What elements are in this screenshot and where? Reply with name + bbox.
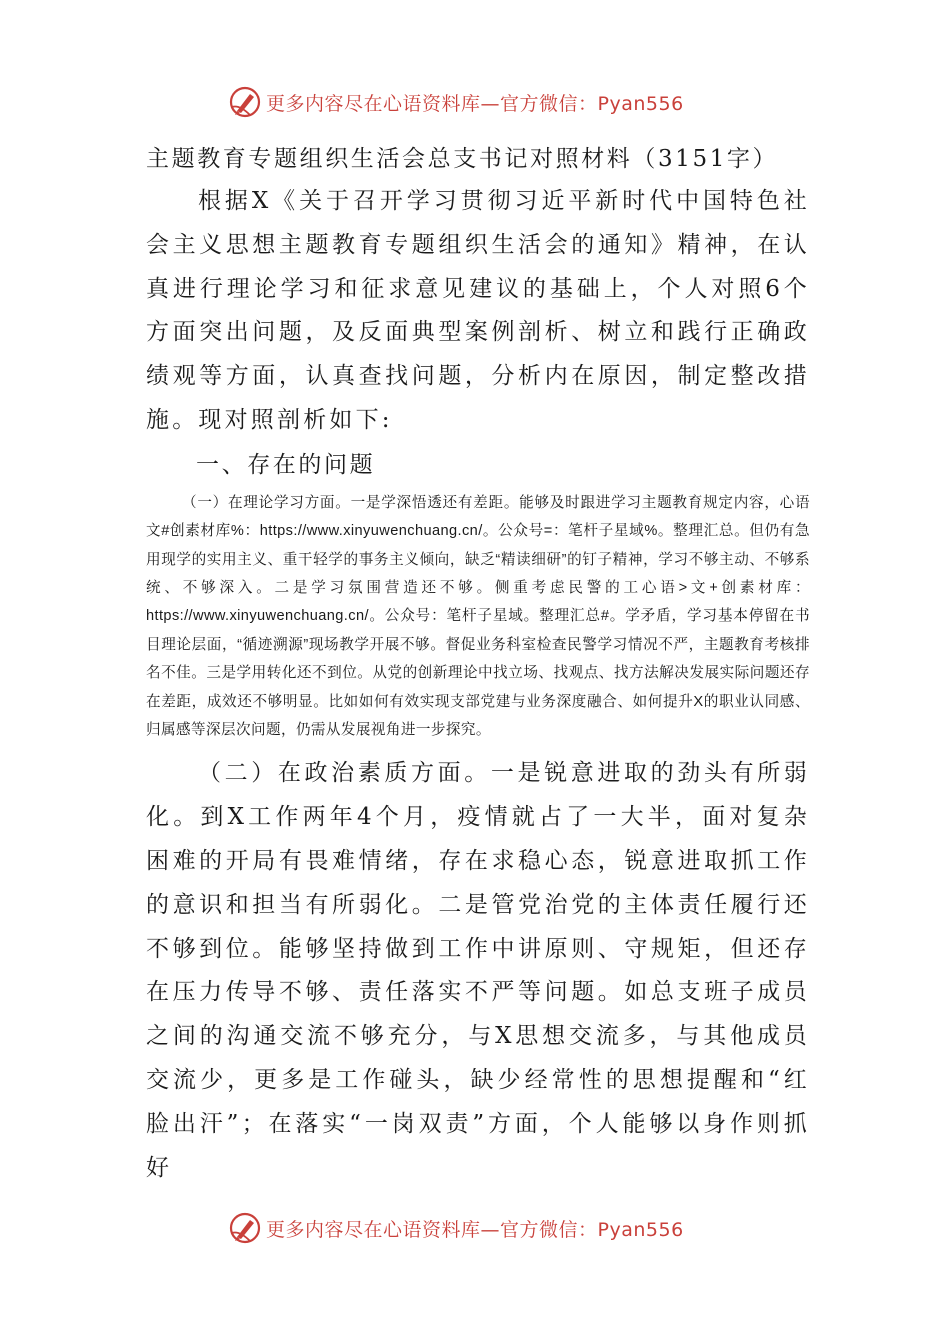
section-heading: 一、存在的问题 — [196, 451, 376, 478]
header-watermark — [228, 82, 684, 122]
pen-logo-icon — [228, 85, 262, 119]
document-body — [146, 138, 810, 1190]
watermark-text: 更多内容尽在心语资料库—官方微信：Pyan556 — [266, 1218, 684, 1241]
political-quality-paragraph: （二）在政治素质方面。一是锐意进取的劲头有所弱化。到X工作两年4个月，疫情就占了一大半，面对复杂困难的开局有畏难情绪，存在求稳心态，锐意进取抓工作的意识和担当有所弱化。二是管党治党的主体责任履行还不够到位。能够坚持做到工作中讲原则、守规矩，但还存在压力传导不够、责任落实不严等问题。如总支班子成员之间的沟通交流不够充分，与X思想交流多，与其他成员交流少，更多是工作碰头，缺少经常性的思想提醒和“红脸出汗”；在落实“一岗双责”方面，个人能够以身作则抓好 — [146, 760, 810, 1181]
theory-study-paragraph: （一）在理论学习方面。一是学深悟透还有差距。能够及时跟进学习主题教育规定内容，心语文#创素材库%：https://www.xinyuwenchuang.cn/。公众号=：笔杆子星域%。整理汇总。但仍有急用现学的实用主义、重干轻学的事务主义倾向，缺乏“精读细研”的钉子精神，学习不够主动、不够系统、不够深入。二是学习氛围营造还不够。侧重考虑民警的工心语>文+创素材库：https://www.xinyuwenchuang.cn/。公众号：笔杆子星域。整理汇总#。学矛盾，学习基本停留在书目理论层面，“循迹溯源”现场教学开展不够。督促业务科室检查民警学习情况不严，主题教育考核排名不佳。三是学用转化还不到位。从党的创新理论中找立场、找观点、找方法解决发展实际问题还存在差距，成效还不够明显。比如如何有效实现支部党建与业务深度融合、如何提升X的职业认同感、归属感等深层次问题，仍需从发展视角进一步探究。 — [146, 494, 810, 739]
document-title: 主题教育专题组织生活会总支书记对照材料（3151字） — [146, 146, 779, 172]
footer-watermark — [228, 1208, 684, 1248]
intro-paragraph: 根据X《关于召开学习贯彻习近平新时代中国特色社会主义思想主题教育专题组织生活会的通知》精神，在认真进行理论学习和征求意见建议的基础上，个人对照6个方面突出问题，及反面典型案例剖析、树立和践行正确政绩观等方面，认真查找问题，分析内在原因，制定整改措施。现对照剖析如下: — [146, 188, 810, 433]
pen-logo-icon — [228, 1211, 262, 1245]
watermark-text: 更多内容尽在心语资料库—官方微信：Pyan556 — [266, 92, 684, 115]
